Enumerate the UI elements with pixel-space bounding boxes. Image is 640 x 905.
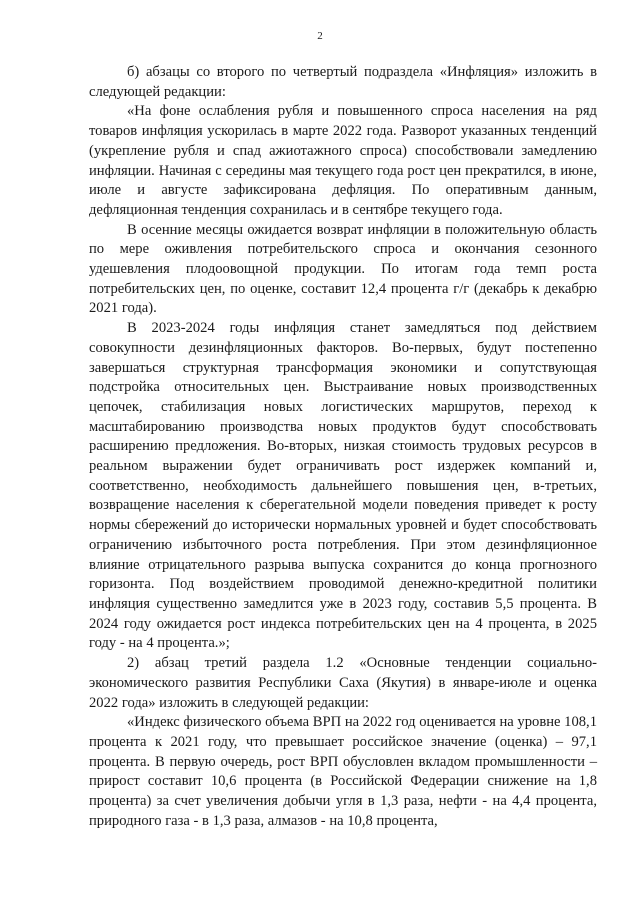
paragraph-inflation-forecast: В 2023-2024 годы инфляция станет замедляться под действием совокупности дезинфляционных факторов. Во-первых, будут постепенно завершаться структурная трансформация экономики и сопутствующая подстройка относительных цен. Выстраивание новых производственных цепочек, стабилизация новых логистических маршрутов, переход к масштабированию производства новых продуктов будут способствовать расширению предложения. Во-вторых, низкая стоимость трудовых ресурсов в реальном выражении будет ограничивать рост издержек компаний и, соответственно, необходимость дальнейшего повышения цен, в-третьих, возвращение населения к сберегательной модели поведения приведет к росту нормы сбережений до исторически нормальных уровней и будет способствовать ограничению избыточного роста потребления. При этом дезинфляционное влияние отрицательного разрыва выпуска сохранится до конца прогнозного горизонта. Под воздействием проводимой денежно-кредитной политики инфляция существенно замедлится уже в 2023 году, составив 5,5 процента. В 2024 году ожидается рост индекса потребительских цен на 4 процента, в 2025 году - на 4 процента.»; [89,320,597,652]
paragraph-inflation-march: «На фоне ослабления рубля и повышенного спроса населения на ряд товаров инфляция ускорилась в марте 2022 года. Разворот указанных тенденций (укрепление рубля и спад ажиотажного спроса) способствовали замедлению инфляции. Начиная с середины мая текущего года рост цен прекратился, в июне, июле и августе зафиксирована дефляция. По оперативным данным, дефляционная тенденция сохранилась и в сентябре текущего года. [89,103,597,218]
paragraph-inflation-autumn: В осенние месяцы ожидается возврат инфляции в положительную область по мере оживления потребительского спроса и окончания сезонного удешевления плодоовощной продукции. По итогам года темп роста потребительских цен, по оценке, составит 12,4 процента г/г (декабрь к декабрю 2021 года). [89,221,597,317]
paragraph-section-1-2-intro: 2) абзац третий раздела 1.2 «Основные тенденции социально-экономического развития Республики Саха (Якутия) в январе-июле и оценка 2022 года» изложить в следующей редакции: [89,655,597,711]
paragraph-inflation-intro: б) абзацы со второго по четвертый подраздела «Инфляция» изложить в следующей редакции: [89,64,597,100]
document-body [89,63,597,831]
page-number: 2 [317,30,323,42]
paragraph-grp-index: «Индекс физического объема ВРП на 2022 год оценивается на уровне 108,1 процента к 2021 году, что превышает российское значение (оценка) – 97,1 процента. В первую очередь, рост ВРП обусловлен вкладом промышленности – прирост составит 10,6 процента (в Российской Федерации снижение на 1,8 процента) за счет увеличения добычи угля в 1,3 раза, нефти - на 4,4 процента, природного газа - в 1,3 раза, алмазов - на 10,8 процента, [89,714,597,829]
